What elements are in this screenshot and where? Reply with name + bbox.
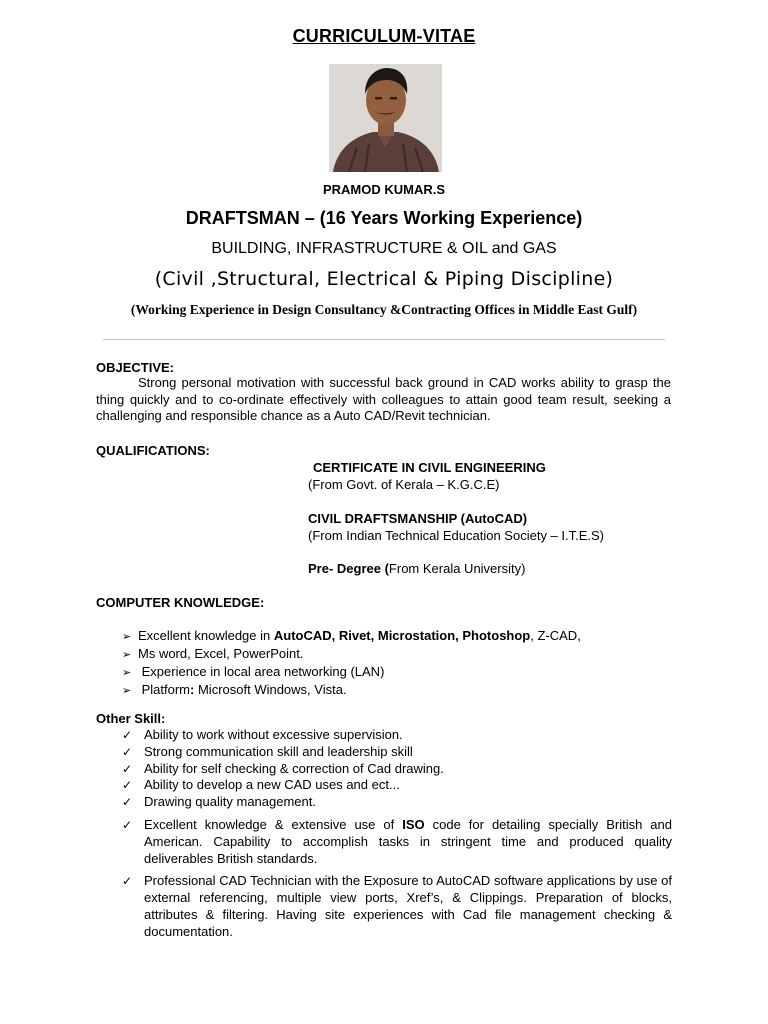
objective-body bbox=[96, 375, 671, 425]
qualification-detail: (From Indian Technical Education Society – I.T.E.S) bbox=[308, 528, 605, 543]
qualification-item bbox=[308, 510, 604, 544]
other-skill-heading: Other Skill: bbox=[96, 711, 166, 726]
discipline-line: (Civil ,Structural, Electrical & Piping Discipline) bbox=[154, 268, 614, 290]
item-text: Platform bbox=[138, 682, 191, 697]
document-title: CURRICULUM-VITAE bbox=[292, 26, 476, 46]
item-text: Ms word, Excel, PowerPoint. bbox=[138, 646, 304, 661]
list-item bbox=[122, 777, 672, 794]
qualifications-heading: QUALIFICATIONS: bbox=[96, 443, 210, 458]
item-text: Professional CAD Technician with the Exposure to AutoCAD software applications by use of external referencing, multiple view ports, Xref’s, & Clippings. Preparation of blocks, attributes & filtering. Having site experiences with Cad file management checking & documentation. bbox=[144, 873, 672, 939]
arrow-bullet-icon: ➢ bbox=[122, 630, 132, 643]
item-text: Ability to work without excessive supervision. bbox=[144, 727, 403, 742]
qualification-title: CERTIFICATE IN CIVIL ENGINEERING bbox=[313, 460, 546, 475]
checkmark-icon: ✓ bbox=[122, 795, 133, 810]
item-bold-text: ISO bbox=[402, 816, 425, 832]
item-bold-text: AutoCAD, Rivet, Microstation, Photoshop bbox=[273, 628, 531, 643]
sector-line: BUILDING, INFRASTRUCTURE & OIL and GAS bbox=[211, 240, 557, 257]
job-title: DRAFTSMAN – (16 Years Working Experience) bbox=[185, 208, 583, 228]
item-text: , Z-CAD, bbox=[530, 628, 581, 643]
checkmark-icon: ✓ bbox=[122, 817, 133, 832]
profile-photo bbox=[329, 64, 442, 172]
item-text: Excellent knowledge & extensive use of bbox=[144, 816, 403, 832]
list-item bbox=[122, 645, 581, 663]
arrow-bullet-icon: ➢ bbox=[122, 648, 132, 661]
candidate-name: PRAMOD KUMAR.S bbox=[322, 182, 446, 197]
list-item bbox=[122, 817, 672, 867]
checkmark-icon: ✓ bbox=[122, 728, 133, 742]
qualification-item bbox=[308, 560, 525, 577]
item-text: Ability for self checking & correction of Cad drawing. bbox=[144, 760, 444, 776]
qualification-detail: (From Govt. of Kerala – K.G.C.E) bbox=[308, 477, 500, 492]
item-bold-text: : bbox=[190, 682, 195, 697]
checkmark-icon: ✓ bbox=[122, 874, 133, 889]
objective-text: Strong personal motivation with successful back ground in CAD works ability to grasp the thing quickly and to co-ordinate effectively with colleagues to attain good team result, seeking a challenging and responsible chance as a Auto CAD/Revit technician. bbox=[96, 375, 671, 424]
list-item bbox=[122, 663, 581, 681]
item-text: Drawing quality management. bbox=[144, 794, 316, 810]
list-item bbox=[122, 727, 672, 744]
list-item bbox=[122, 681, 581, 699]
experience-note: (Working Experience in Design Consultancy &Contracting Offices in Middle East Gulf) bbox=[130, 302, 638, 317]
list-item bbox=[122, 761, 672, 778]
computer-knowledge-heading: COMPUTER KNOWLEDGE: bbox=[96, 595, 265, 610]
item-text: Excellent knowledge in bbox=[138, 628, 274, 643]
qualification-title: Pre- Degree ( bbox=[308, 561, 389, 576]
list-item bbox=[122, 627, 581, 645]
item-text: Ability to develop a new CAD uses and ect... bbox=[144, 777, 400, 793]
portrait-image bbox=[329, 64, 442, 172]
checkmark-icon: ✓ bbox=[122, 744, 133, 759]
divider bbox=[103, 339, 665, 340]
list-item bbox=[122, 794, 672, 811]
qualification-detail: From Kerala University) bbox=[388, 561, 526, 576]
checkmark-icon: ✓ bbox=[122, 778, 133, 793]
item-text: code for detailing specially British and American. Capability to accomplish tasks in stringent time and produced quality deliverables British standards. bbox=[144, 816, 672, 866]
arrow-bullet-icon: ➢ bbox=[122, 684, 132, 697]
item-text: Microsoft Windows, Vista. bbox=[194, 682, 347, 697]
computer-knowledge-list bbox=[122, 627, 581, 699]
objective-heading: OBJECTIVE: bbox=[96, 360, 175, 375]
qualification-item bbox=[308, 459, 546, 493]
other-skill-list bbox=[122, 727, 672, 941]
qualification-title: CIVIL DRAFTSMANSHIP (AutoCAD) bbox=[308, 511, 528, 526]
item-text: Strong communication skill and leadership skill bbox=[144, 743, 413, 759]
list-item bbox=[122, 873, 672, 940]
list-item bbox=[122, 744, 672, 761]
checkmark-icon: ✓ bbox=[122, 761, 133, 776]
arrow-bullet-icon: ➢ bbox=[122, 666, 132, 679]
item-text: Experience in local area networking (LAN) bbox=[138, 664, 385, 679]
